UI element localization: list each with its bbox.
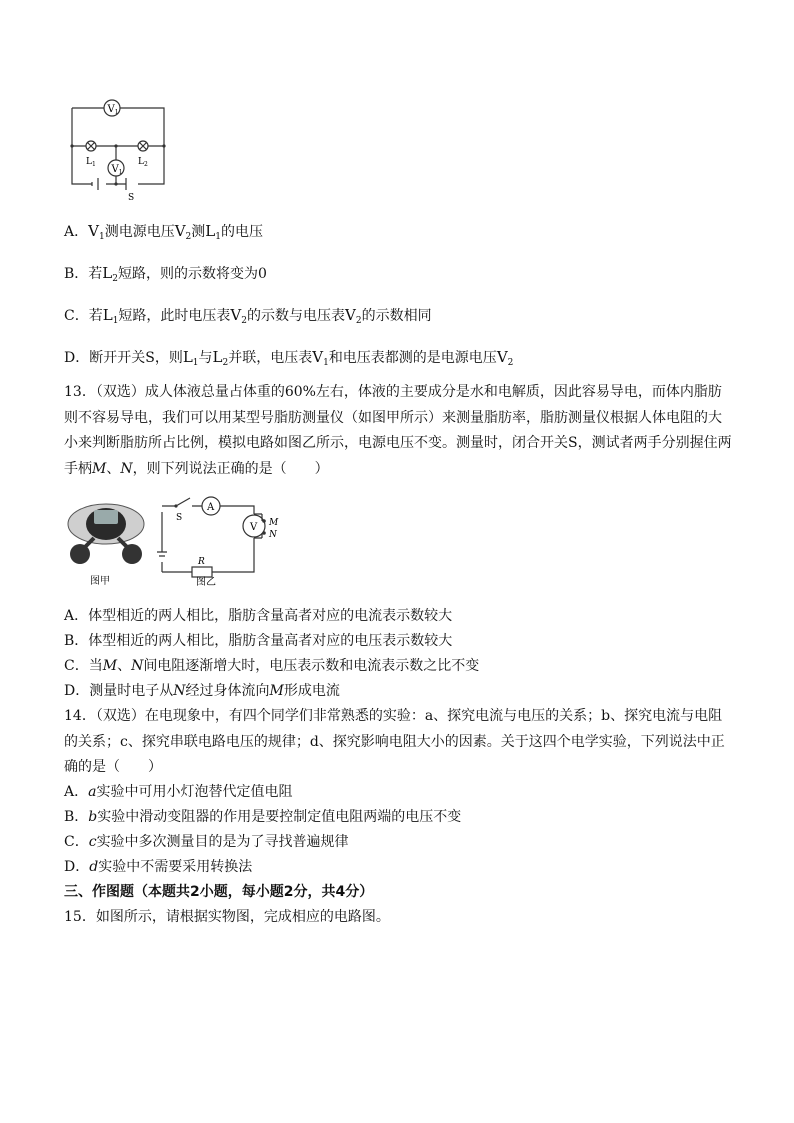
q14-option-d: D．d实验中不需要采用转换法: [64, 859, 253, 875]
switch-s-label: S: [176, 513, 183, 523]
q13-option-d: D．测量时电子从N经过身体流向M形成电流: [64, 683, 340, 699]
q12-option-b: B．若$L_2$短路，则的示数将变为0: [64, 264, 267, 284]
q14-option-c: C．c实验中多次测量目的是为了寻找普遍规律: [64, 834, 349, 850]
lamp-l2-label: $L_2$: [138, 157, 148, 168]
fat-meter-device-image: [68, 504, 144, 564]
ammeter-label: A: [207, 502, 215, 513]
q13-option-a: A．体型相近的两人相比，脂肪含量高者对应的电流表示数较大: [64, 608, 453, 624]
q13-stem: 13．（双选）成人体液总量占体重的60%左右，体液的主要成分是水和电解质，因此容易导电，而体内脂肪则不容易导电，我们可以用某型号脂肪测量仪（如图甲所示）来测量脂肪率，脂肪测量仪根据人体电阻的大小来判断脂肪所占比例，模拟电路如图乙所示，电源电压不变。测量时，闭合开关S，测试者两手分别握住两手柄M、N，则下列说法正确的是（ ）: [64, 384, 732, 477]
section-heading-drawing: 三、作图题（本题共2小题，每小题2分，共4分）: [64, 884, 374, 900]
fat-meter-figure-q13: [64, 488, 300, 592]
q14-stem: 14．（双选）在电现象中，有四个同学们非常熟悉的实验：a、探究电流与电压的关系；b、探究电流与电阻的关系；c、探究串联电路电压的规律；d、探究影响电阻大小的因素。关于这四个电学实验，下列说法中正确的是（ ）: [64, 708, 725, 775]
voltmeter-label: V: [250, 522, 258, 533]
handle-m-label: M: [269, 518, 279, 528]
q14-option-b: B．b实验中滑动变阻器的作用是要控制定值电阻两端的电压不变: [64, 809, 462, 825]
q15-stem: 15．如图所示，请根据实物图，完成相应的电路图。: [64, 909, 390, 925]
switch-s-label: S: [128, 193, 135, 203]
fig-a-caption: 图甲: [90, 576, 110, 587]
q12-option-a: A．$V_1$测电源电压$V_2$测$L_1$的电压: [64, 222, 263, 242]
fig-b-caption: 图乙: [196, 577, 216, 588]
circuit-figure-q12: [64, 96, 174, 206]
q12-option-c: C．若$L_1$短路，此时电压表$V_2$的示数与电压表$V_2$的示数相同: [64, 306, 432, 326]
q13-option-b: B．体型相近的两人相比，脂肪含量高者对应的电压表示数较大: [64, 633, 453, 649]
resistor-r-label: R: [198, 557, 205, 567]
meter-v2-label: $V_1$: [111, 164, 123, 176]
q13-option-c: C．当M、N间电阻逐渐增大时，电压表示数和电流表示数之比不变: [64, 658, 480, 674]
handle-n-label: N: [269, 530, 277, 540]
lamp-l1-label: $L_1$: [86, 157, 96, 168]
meter-v1-label: $V_1$: [107, 104, 119, 116]
q14-option-a: A．a实验中可用小灯泡替代定值电阻: [64, 784, 293, 800]
q12-option-d: D．断开开关S，则$L_1$与$L_2$并联，电压表$V_1$和电压表都测的是电源电压$V_2$: [64, 348, 514, 368]
